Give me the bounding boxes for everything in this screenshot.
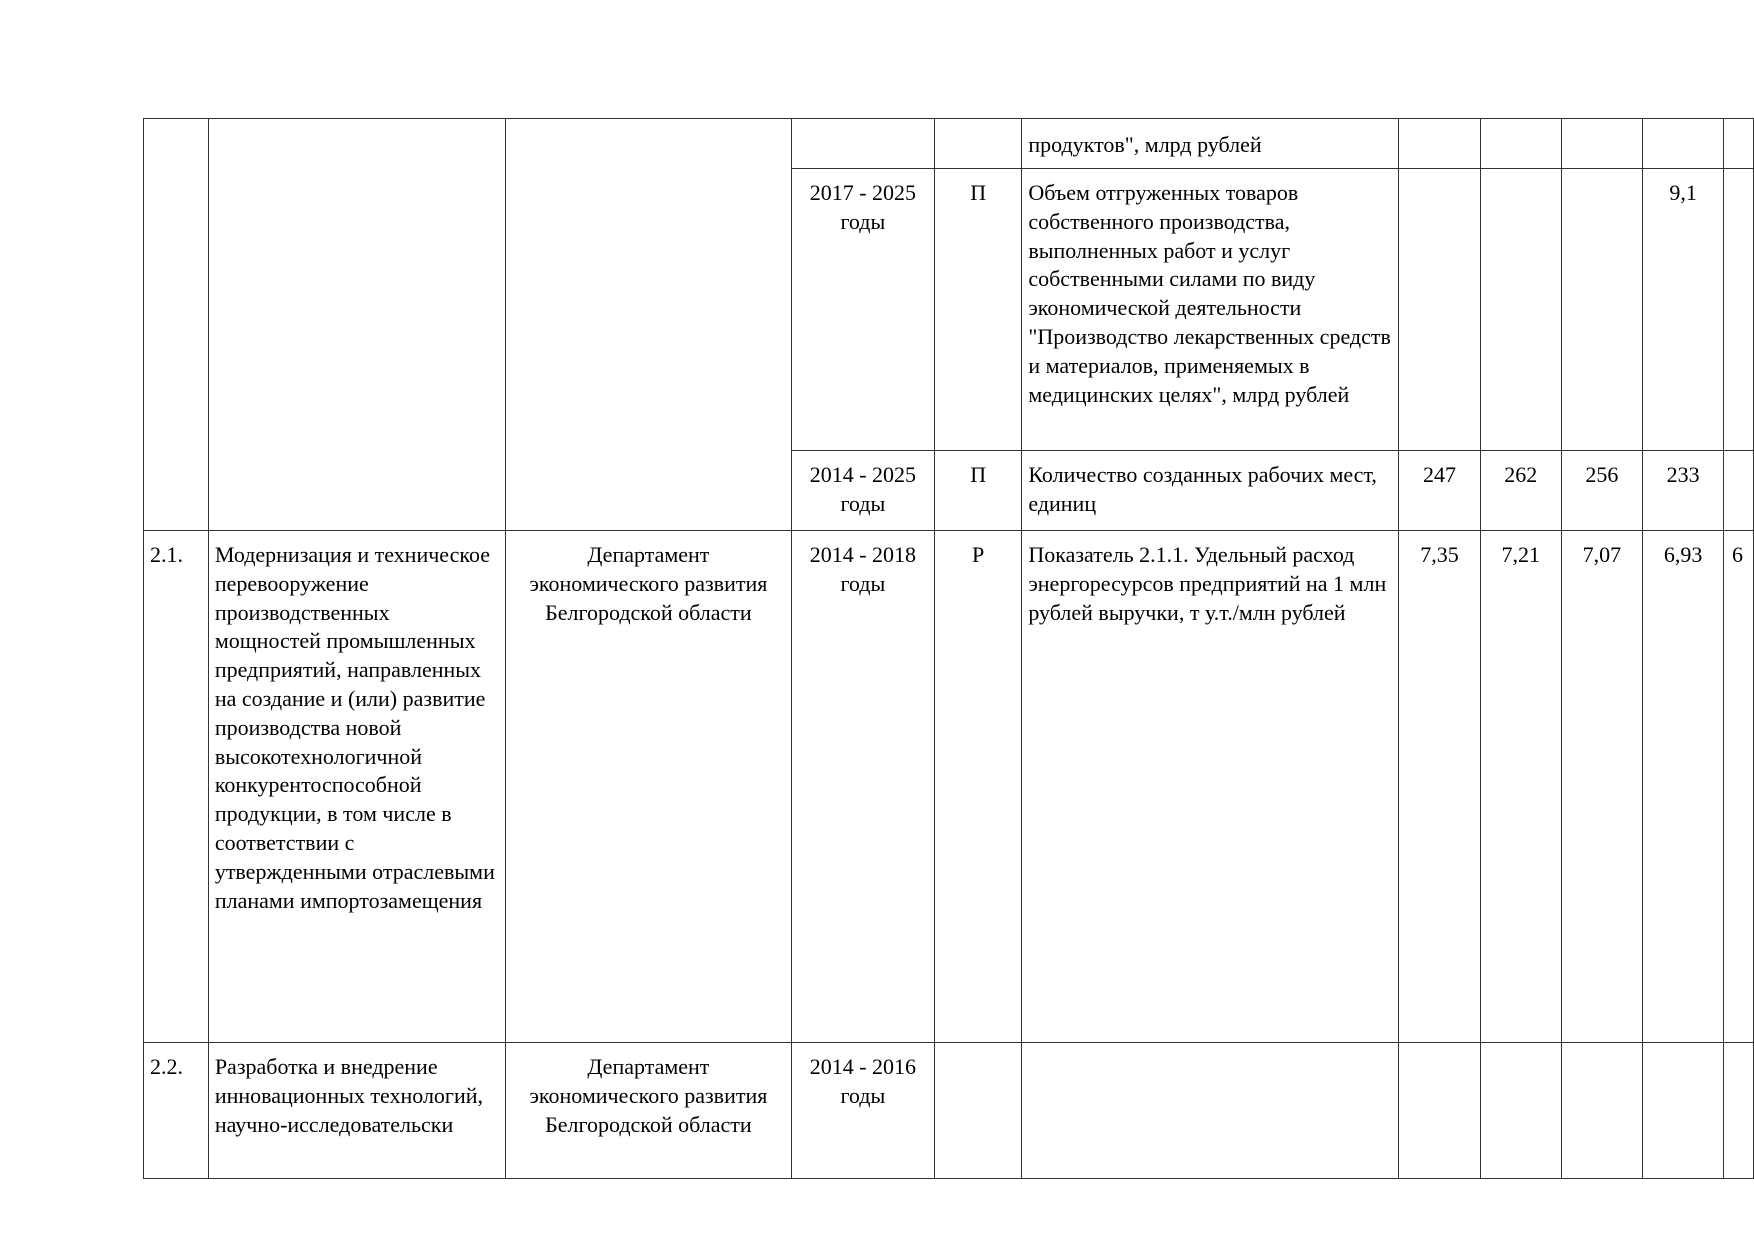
period-cell (791, 451, 934, 531)
value-cell-2: 262 (1480, 451, 1561, 531)
value-cell-3 (1561, 169, 1643, 451)
type-cell: П (934, 169, 1021, 451)
value-cell-4: 233 (1643, 451, 1724, 531)
table-row (144, 1043, 1754, 1179)
value-cell-4 (1643, 1043, 1724, 1179)
period-unit: годы (840, 208, 886, 234)
value-cell-3: 7,07 (1561, 531, 1643, 1043)
period-range: 2014 - 2025 (809, 462, 917, 487)
value-cell-5: 6 (1723, 531, 1753, 1043)
period-unit: годы (840, 570, 886, 596)
indicator-cell: Количество созданных рабочих мест, единиц (1022, 451, 1399, 531)
period-unit: годы (840, 490, 886, 516)
table-row (144, 119, 1754, 169)
indicator-cell: Объем отгруженных товаров собственного производства, выполненных работ и услуг собственными силами по виду экономической деятельности "Производство лекарственных средств и материалов, применяемых в медицинских целях", млрд рублей (1022, 169, 1399, 451)
value-cell-1 (1399, 1043, 1481, 1179)
value-cell-2 (1480, 119, 1561, 169)
period-cell (791, 169, 934, 451)
value-cell-4: 6,93 (1643, 531, 1724, 1043)
value-cell-2: 7,21 (1480, 531, 1561, 1043)
value-cell-5 (1723, 451, 1753, 531)
indicators-table (143, 118, 1754, 1179)
period-range: 2017 - 2025 (809, 180, 917, 205)
value-cell-3: 256 (1561, 451, 1643, 531)
table-row (144, 531, 1754, 1043)
period-range: 2014 - 2018 (809, 542, 917, 567)
value-cell-2 (1480, 169, 1561, 451)
value-cell-1: 7,35 (1399, 531, 1481, 1043)
value-cell-4 (1643, 119, 1724, 169)
period-cell (791, 119, 934, 169)
department-cell: Департамент экономического развития Белгородской области (506, 1043, 792, 1179)
row-number-cell: 2.2. (144, 1043, 209, 1179)
type-cell (934, 1043, 1021, 1179)
type-cell (934, 119, 1021, 169)
row-number-cell: 2.1. (144, 531, 209, 1043)
period-cell (791, 1043, 934, 1179)
value-cell-5 (1723, 119, 1753, 169)
value-cell-2 (1480, 1043, 1561, 1179)
indicator-cell (1022, 1043, 1399, 1179)
value-cell-1: 247 (1399, 451, 1481, 531)
indicator-cell: продуктов", млрд рублей (1022, 119, 1399, 169)
value-cell-5 (1723, 1043, 1753, 1179)
type-cell: П (934, 451, 1021, 531)
value-cell-3 (1561, 1043, 1643, 1179)
event-name-cell: Разработка и внедрение инновационных технологий, научно-исследовательски (208, 1043, 505, 1179)
period-unit: годы (840, 1082, 886, 1108)
type-cell: Р (934, 531, 1021, 1043)
value-cell-3 (1561, 119, 1643, 169)
period-range: 2014 - 2016 (809, 1054, 917, 1079)
value-cell-4: 9,1 (1643, 169, 1724, 451)
department-cell: Департамент экономического развития Белгородской области (506, 531, 792, 1043)
value-cell-1 (1399, 169, 1481, 451)
period-cell (791, 531, 934, 1043)
department-cell (506, 119, 792, 531)
event-name-cell (208, 119, 505, 531)
value-cell-5 (1723, 169, 1753, 451)
value-cell-1 (1399, 119, 1481, 169)
row-number-cell (144, 119, 209, 531)
indicator-cell: Показатель 2.1.1. Удельный расход энергоресурсов предприятий на 1 млн рублей выручки, т у.т./млн рублей (1022, 531, 1399, 1043)
event-name-cell: Модернизация и техническое перевооружение производственных мощностей промышленных предприятий, направленных на создание и (или) развитие производства новой высокотехнологичной конкурентоспособной продукции, в том числе в соответствии с утвержденными отраслевыми планами импортозамещения (208, 531, 505, 1043)
